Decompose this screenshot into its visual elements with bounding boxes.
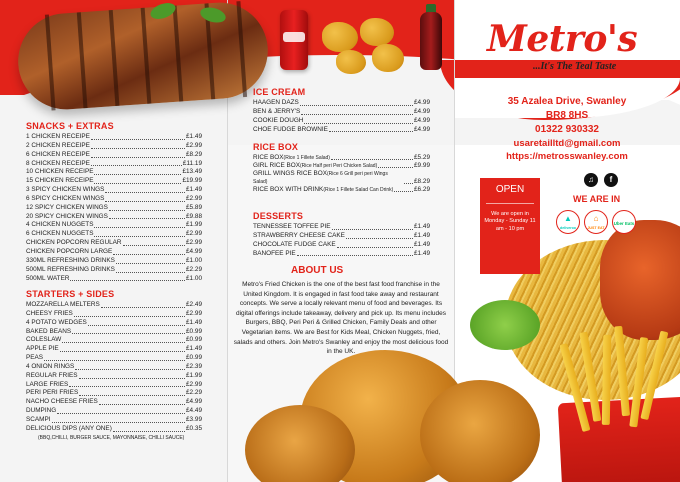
menu-item-price: £13.49 — [182, 168, 202, 176]
opening-hours-box — [480, 178, 540, 274]
menu-item-name: 500ML WATER — [26, 274, 70, 282]
menu-item-row — [253, 250, 430, 259]
menu-item-row — [26, 142, 202, 151]
nugget-image — [336, 50, 366, 74]
cola-can-image — [280, 10, 308, 70]
facebook-icon[interactable]: f — [604, 173, 618, 187]
menu-item-name: BAKED BEANS — [26, 327, 72, 335]
nugget-image — [360, 18, 394, 46]
about-title: ABOUT US — [291, 265, 344, 276]
menu-item-price: £2.29 — [186, 265, 202, 273]
menu-item-price: £2.99 — [186, 194, 202, 202]
menu-item-row — [253, 117, 430, 126]
menu-item-row — [26, 221, 202, 230]
menu-item-name: 8 CHICKEN RECEIPE — [26, 159, 90, 167]
menu-item-name: GRILL WINGS RICE BOX(Rice 6 Grill peri peri Wings Salad) — [253, 170, 388, 185]
menu-item-row — [26, 257, 202, 266]
leader-dots — [337, 247, 413, 248]
section-title: ICE CREAM — [253, 87, 306, 97]
menu-item-name: COLESLAW — [26, 336, 62, 344]
menu-item-price: £2.29 — [186, 389, 202, 397]
menu-item-row — [26, 319, 202, 328]
menu-item-price: £1.99 — [186, 371, 202, 379]
menu-item-name: 6 CHICKEN NUGGETS — [26, 230, 94, 238]
menu-item-price: £3.99 — [186, 415, 202, 423]
menu-item-row — [253, 126, 430, 135]
menu-item-row — [26, 372, 202, 381]
menu-item-row — [253, 223, 430, 232]
menu-item-price: £1.49 — [414, 223, 430, 230]
menu-item-name: 3 SPICY CHICKEN WINGS — [26, 186, 105, 194]
fries-box-image — [558, 397, 680, 482]
menu-item-name: 500ML REFRESHING DRINKS — [26, 265, 115, 273]
leader-dots — [72, 333, 185, 334]
menu-item-price: £4.99 — [414, 99, 430, 106]
menu-item-name: 330ML REFRESHING DRINKS — [26, 256, 115, 264]
menu-item-price: £4.99 — [414, 116, 430, 124]
menu-item-name: LARGE FRIES — [26, 380, 69, 388]
menu-item-name: PERI PERI FRIES — [26, 389, 79, 397]
leader-dots — [52, 422, 185, 423]
bbq-ribs-image — [15, 0, 271, 113]
icecream-section — [253, 87, 430, 134]
leader-dots — [394, 191, 413, 192]
menu-item-row — [253, 154, 430, 162]
menu-item-row — [26, 186, 202, 195]
menu-item-name: 4 ONION RINGS — [26, 362, 75, 370]
phone-number[interactable]: 01322 930332 — [535, 124, 599, 135]
leader-dots — [101, 307, 185, 308]
email-link[interactable]: usaretailltd@gmail.com — [513, 138, 621, 149]
leader-dots — [329, 131, 413, 132]
menu-item-row — [26, 213, 202, 222]
divider — [486, 203, 534, 204]
leader-dots — [297, 255, 413, 256]
menu-item-name: CHEESY FRIES — [26, 309, 73, 317]
dips-footnote: (BBQ,CHILLI, BURGER SAUCE, MAYONNAISE, CHILLI SAUCE) — [38, 434, 185, 441]
section-title: SNACKS + EXTRAS — [26, 121, 114, 131]
menu-item-name: RICE BOX WITH DRINK(Rice 1 Fillete Salad Can Drink) — [253, 186, 394, 193]
uber-eats-icon[interactable] — [612, 210, 636, 234]
menu-item-name: 4 CHICKEN NUGGETS — [26, 221, 94, 229]
menu-item-row — [26, 345, 202, 354]
brand-logo: Metro's — [487, 18, 638, 60]
leader-dots — [109, 210, 185, 211]
menu-item-price: £1.99 — [186, 221, 202, 229]
snacks-list — [26, 133, 202, 283]
menu-item-row — [26, 328, 202, 337]
menu-item-row — [26, 275, 202, 284]
snacks-section — [26, 121, 202, 283]
menu-item-row — [26, 398, 202, 407]
leader-dots — [91, 148, 185, 149]
menu-item-price: £0.35 — [186, 424, 202, 432]
menu-item-name: COOKIE DOUGH — [253, 116, 304, 124]
menu-item-price: £4.99 — [186, 398, 202, 406]
menu-item-row — [253, 108, 430, 117]
menu-item-price: £4.49 — [186, 407, 202, 415]
uber-eats-label: Uber Eats — [613, 221, 635, 226]
menu-item-row — [26, 310, 202, 319]
menu-item-name: 2 CHICKEN RECEIPE — [26, 141, 90, 149]
leader-dots — [94, 183, 181, 184]
menu-item-price: £4.99 — [414, 107, 430, 115]
menu-item-price: £4.99 — [414, 125, 430, 133]
leader-dots — [62, 342, 185, 343]
deliveroo-label: deliveroo — [560, 226, 576, 230]
menu-item-price: £6.29 — [414, 186, 430, 193]
menu-item-row — [26, 363, 202, 372]
menu-item-row — [26, 177, 202, 186]
menu-item-price: £9.88 — [186, 212, 202, 220]
menu-item-price: £19.99 — [182, 177, 202, 185]
menu-item-row — [26, 195, 202, 204]
menu-item-name: REGULAR FRIES — [26, 371, 78, 379]
menu-item-name: 20 SPICY CHICKEN WINGS — [26, 212, 108, 220]
menu-item-price: £2.99 — [186, 380, 202, 388]
menu-item-name: DELICIOUS DIPS (ANY ONE) — [26, 424, 112, 432]
starters-section — [26, 289, 202, 441]
menu-item-name: BEN & JERRY'S — [253, 107, 301, 115]
leader-dots — [91, 165, 182, 166]
leader-dots — [79, 395, 185, 396]
leader-dots — [332, 229, 413, 230]
menu-item-row — [26, 407, 202, 416]
menu-item-row — [26, 133, 202, 142]
menu-item-row — [253, 162, 430, 170]
leader-dots — [113, 431, 185, 432]
menu-item-row — [26, 301, 202, 310]
brand-tagline: ...It's The Teal Taste — [533, 61, 617, 72]
leader-dots — [69, 386, 185, 387]
leader-dots — [75, 369, 185, 370]
menu-item-name: CHICKEN POPCORN LARGE — [26, 247, 113, 255]
menu-item-price: £0.99 — [186, 327, 202, 335]
menu-item-name: BANOFEE PIE — [253, 249, 296, 257]
menu-item-name: TENNESSEE TOFFEE PIE — [253, 223, 331, 230]
menu-item-row — [26, 354, 202, 363]
menu-item-price: £1.00 — [186, 256, 202, 264]
leader-dots — [74, 316, 185, 317]
address-line-1: 35 Azalea Drive, Swanley — [507, 96, 627, 107]
leader-dots — [91, 157, 185, 158]
menu-item-name: 6 SPICY CHICKEN WINGS — [26, 194, 105, 202]
menu-item-price: £4.99 — [186, 247, 202, 255]
drink-bottle-image — [420, 12, 442, 70]
menu-item-row — [26, 160, 202, 169]
leader-dots — [304, 123, 413, 124]
leader-dots — [94, 236, 185, 237]
leader-dots — [378, 167, 413, 168]
menu-item-price: £1.00 — [186, 274, 202, 282]
menu-item-price: £5.89 — [186, 203, 202, 211]
menu-item-name: CHOCOLATE FUDGE CAKE — [253, 240, 336, 248]
menu-item-row — [26, 248, 202, 257]
delivery-title: WE ARE IN — [573, 194, 621, 204]
leader-dots — [116, 272, 185, 273]
menu-item-note: (Rice 6 Grill peri peri Wings Salad) — [253, 171, 388, 185]
opening-hours-text: We are open in Monday - Sunday 11 am - 10 pm — [484, 211, 536, 232]
menu-item-price: £8.29 — [414, 178, 430, 185]
website-link[interactable]: https://metrosswanley.com — [506, 151, 628, 162]
menu-item-note: (Rice 1 Fillete Salad Can Drink) — [323, 187, 394, 193]
leader-dots — [301, 114, 413, 115]
menu-item-row — [253, 99, 430, 108]
menu-item-name: SCAMPI — [26, 415, 51, 423]
menu-item-price: £11.19 — [182, 159, 202, 167]
leader-dots — [331, 159, 413, 160]
deliveroo-icon[interactable]: ▲ deliveroo — [556, 210, 580, 234]
menu-item-name: 15 CHICKEN RECEIPE — [26, 177, 94, 185]
leader-dots — [346, 238, 413, 239]
menu-item-name: GIRL RICE BOX(Rice Half peri Peri Chicken Salad) — [253, 162, 378, 169]
menu-item-name: 12 SPICY CHICKEN WINGS — [26, 203, 108, 211]
menu-item-price: £2.99 — [186, 230, 202, 238]
leader-dots — [70, 280, 185, 281]
leader-dots — [60, 351, 185, 352]
menu-item-price: £1.49 — [186, 318, 202, 326]
menu-item-price: £0.99 — [186, 354, 202, 362]
menu-item-price: £1.49 — [186, 133, 202, 140]
menu-item-row — [26, 336, 202, 345]
starters-list — [26, 301, 202, 434]
nugget-image — [322, 22, 358, 52]
menu-item-name: RICE BOX(Rice 1 Fillete Salad) — [253, 154, 330, 161]
menu-item-name: 6 CHICKEN RECEIPE — [26, 150, 90, 158]
menu-item-name: CHICKEN POPCORN REGULAR — [26, 239, 122, 247]
menu-item-price: £9.99 — [414, 162, 430, 169]
leader-dots — [99, 404, 185, 405]
leader-dots — [105, 192, 185, 193]
menu-item-name: PEAS — [26, 354, 44, 362]
section-title: RICE BOX — [253, 142, 299, 152]
menu-item-price: £2.99 — [186, 239, 202, 247]
leader-dots — [404, 183, 413, 184]
address-line-2: BR8 8HS — [545, 110, 589, 121]
leader-dots — [116, 263, 185, 264]
menu-item-row — [26, 239, 202, 248]
icecream-list — [253, 99, 430, 134]
just-eat-icon[interactable]: ⌂ JUST EAT — [584, 210, 608, 234]
menu-item-note: (Rice Half peri Peri Chicken Salad) — [300, 163, 378, 169]
menu-item-price: £2.39 — [186, 362, 202, 370]
menu-item-price: £1.49 — [414, 231, 430, 239]
menu-item-price: £8.29 — [186, 150, 202, 158]
leader-dots — [105, 201, 185, 202]
menu-item-price: £2.49 — [186, 301, 202, 308]
leader-dots — [94, 227, 185, 228]
leader-dots — [123, 245, 185, 246]
leader-dots — [44, 360, 185, 361]
menu-item-row — [26, 151, 202, 160]
section-title: DESSERTS — [253, 211, 304, 221]
about-text: Metro's Fried Chicken is the one of the best fast food franchise in the United Kingdom. It is engaged in fast food take away and restaurant concepts. We serve a locally relevant menu of food and beverages. Its digital offerings include takeaway, delivery and pick up. Its menu includes Burgers, BBQ, Peri Peri & Grilled Chicken, Family Deals and other Vegetarian items. We are Best for Kids Meal, Chicken Nuggets, fried, salads and others. Join Metro's Swanley and enjoy the most delicious food in the UK. — [233, 281, 449, 356]
leader-dots — [113, 254, 185, 255]
leader-dots — [109, 218, 185, 219]
menu-item-price: £1.49 — [414, 240, 430, 248]
menu-item-note: (Rice 1 Fillete Salad) — [283, 155, 330, 161]
menu-item-name: DUMPING — [26, 407, 57, 415]
lettuce-image — [470, 300, 540, 350]
menu-item-price: £0.99 — [186, 336, 202, 344]
leader-dots — [79, 378, 186, 379]
menu-item-row — [253, 232, 430, 241]
menu-item-name: CHOE FUDGE BROWNIE — [253, 125, 328, 133]
desserts-list — [253, 223, 430, 258]
section-title: STARTERS + SIDES — [26, 289, 115, 299]
nugget-image — [372, 44, 404, 72]
menu-item-row — [253, 241, 430, 250]
menu-item-name: APPLE PIE — [26, 345, 59, 353]
menu-item-price: £2.99 — [186, 141, 202, 149]
menu-item-price: £5.29 — [414, 154, 430, 161]
menu-item-row — [253, 170, 430, 186]
just-eat-label: JUST EAT — [587, 226, 605, 230]
leader-dots — [94, 174, 181, 175]
menu-item-name: NACHO CHEESE FRIES — [26, 398, 98, 406]
open-title: OPEN — [495, 184, 525, 195]
grilled-chicken-image — [600, 220, 680, 340]
menu-item-price: £2.99 — [186, 309, 202, 317]
menu-item-name: HAAGEN DAZS — [253, 99, 299, 106]
menu-item-row — [26, 425, 202, 434]
ricebox-section — [253, 142, 430, 194]
ricebox-list — [253, 154, 430, 194]
menu-item-row — [26, 416, 202, 425]
menu-item-name: 10 CHICKEN RECEIPE — [26, 168, 94, 176]
leader-dots — [91, 139, 185, 140]
leader-dots — [88, 325, 185, 326]
menu-item-row — [26, 266, 202, 275]
menu-item-row — [26, 204, 202, 213]
leader-dots — [57, 413, 185, 414]
menu-item-price: £1.49 — [186, 345, 202, 353]
leader-dots — [300, 105, 413, 106]
tiktok-icon[interactable]: ♫ — [584, 173, 598, 187]
menu-item-name: 1 CHICKEN RECEIPE — [26, 133, 90, 140]
menu-item-row — [26, 230, 202, 239]
menu-item-name: MOZZARELLA MELTERS — [26, 301, 100, 308]
menu-item-name: STRAWBERRY CHEESE CAKE — [253, 231, 345, 239]
menu-item-row — [26, 168, 202, 177]
menu-item-row — [26, 389, 202, 398]
fried-chicken-image — [420, 380, 540, 482]
menu-item-name: 4 POTATO WEDGES — [26, 318, 87, 326]
menu-item-row — [253, 186, 430, 194]
menu-item-price: £1.49 — [186, 186, 202, 194]
menu-item-price: £1.49 — [414, 249, 430, 257]
menu-item-row — [26, 381, 202, 390]
desserts-section — [253, 211, 430, 258]
